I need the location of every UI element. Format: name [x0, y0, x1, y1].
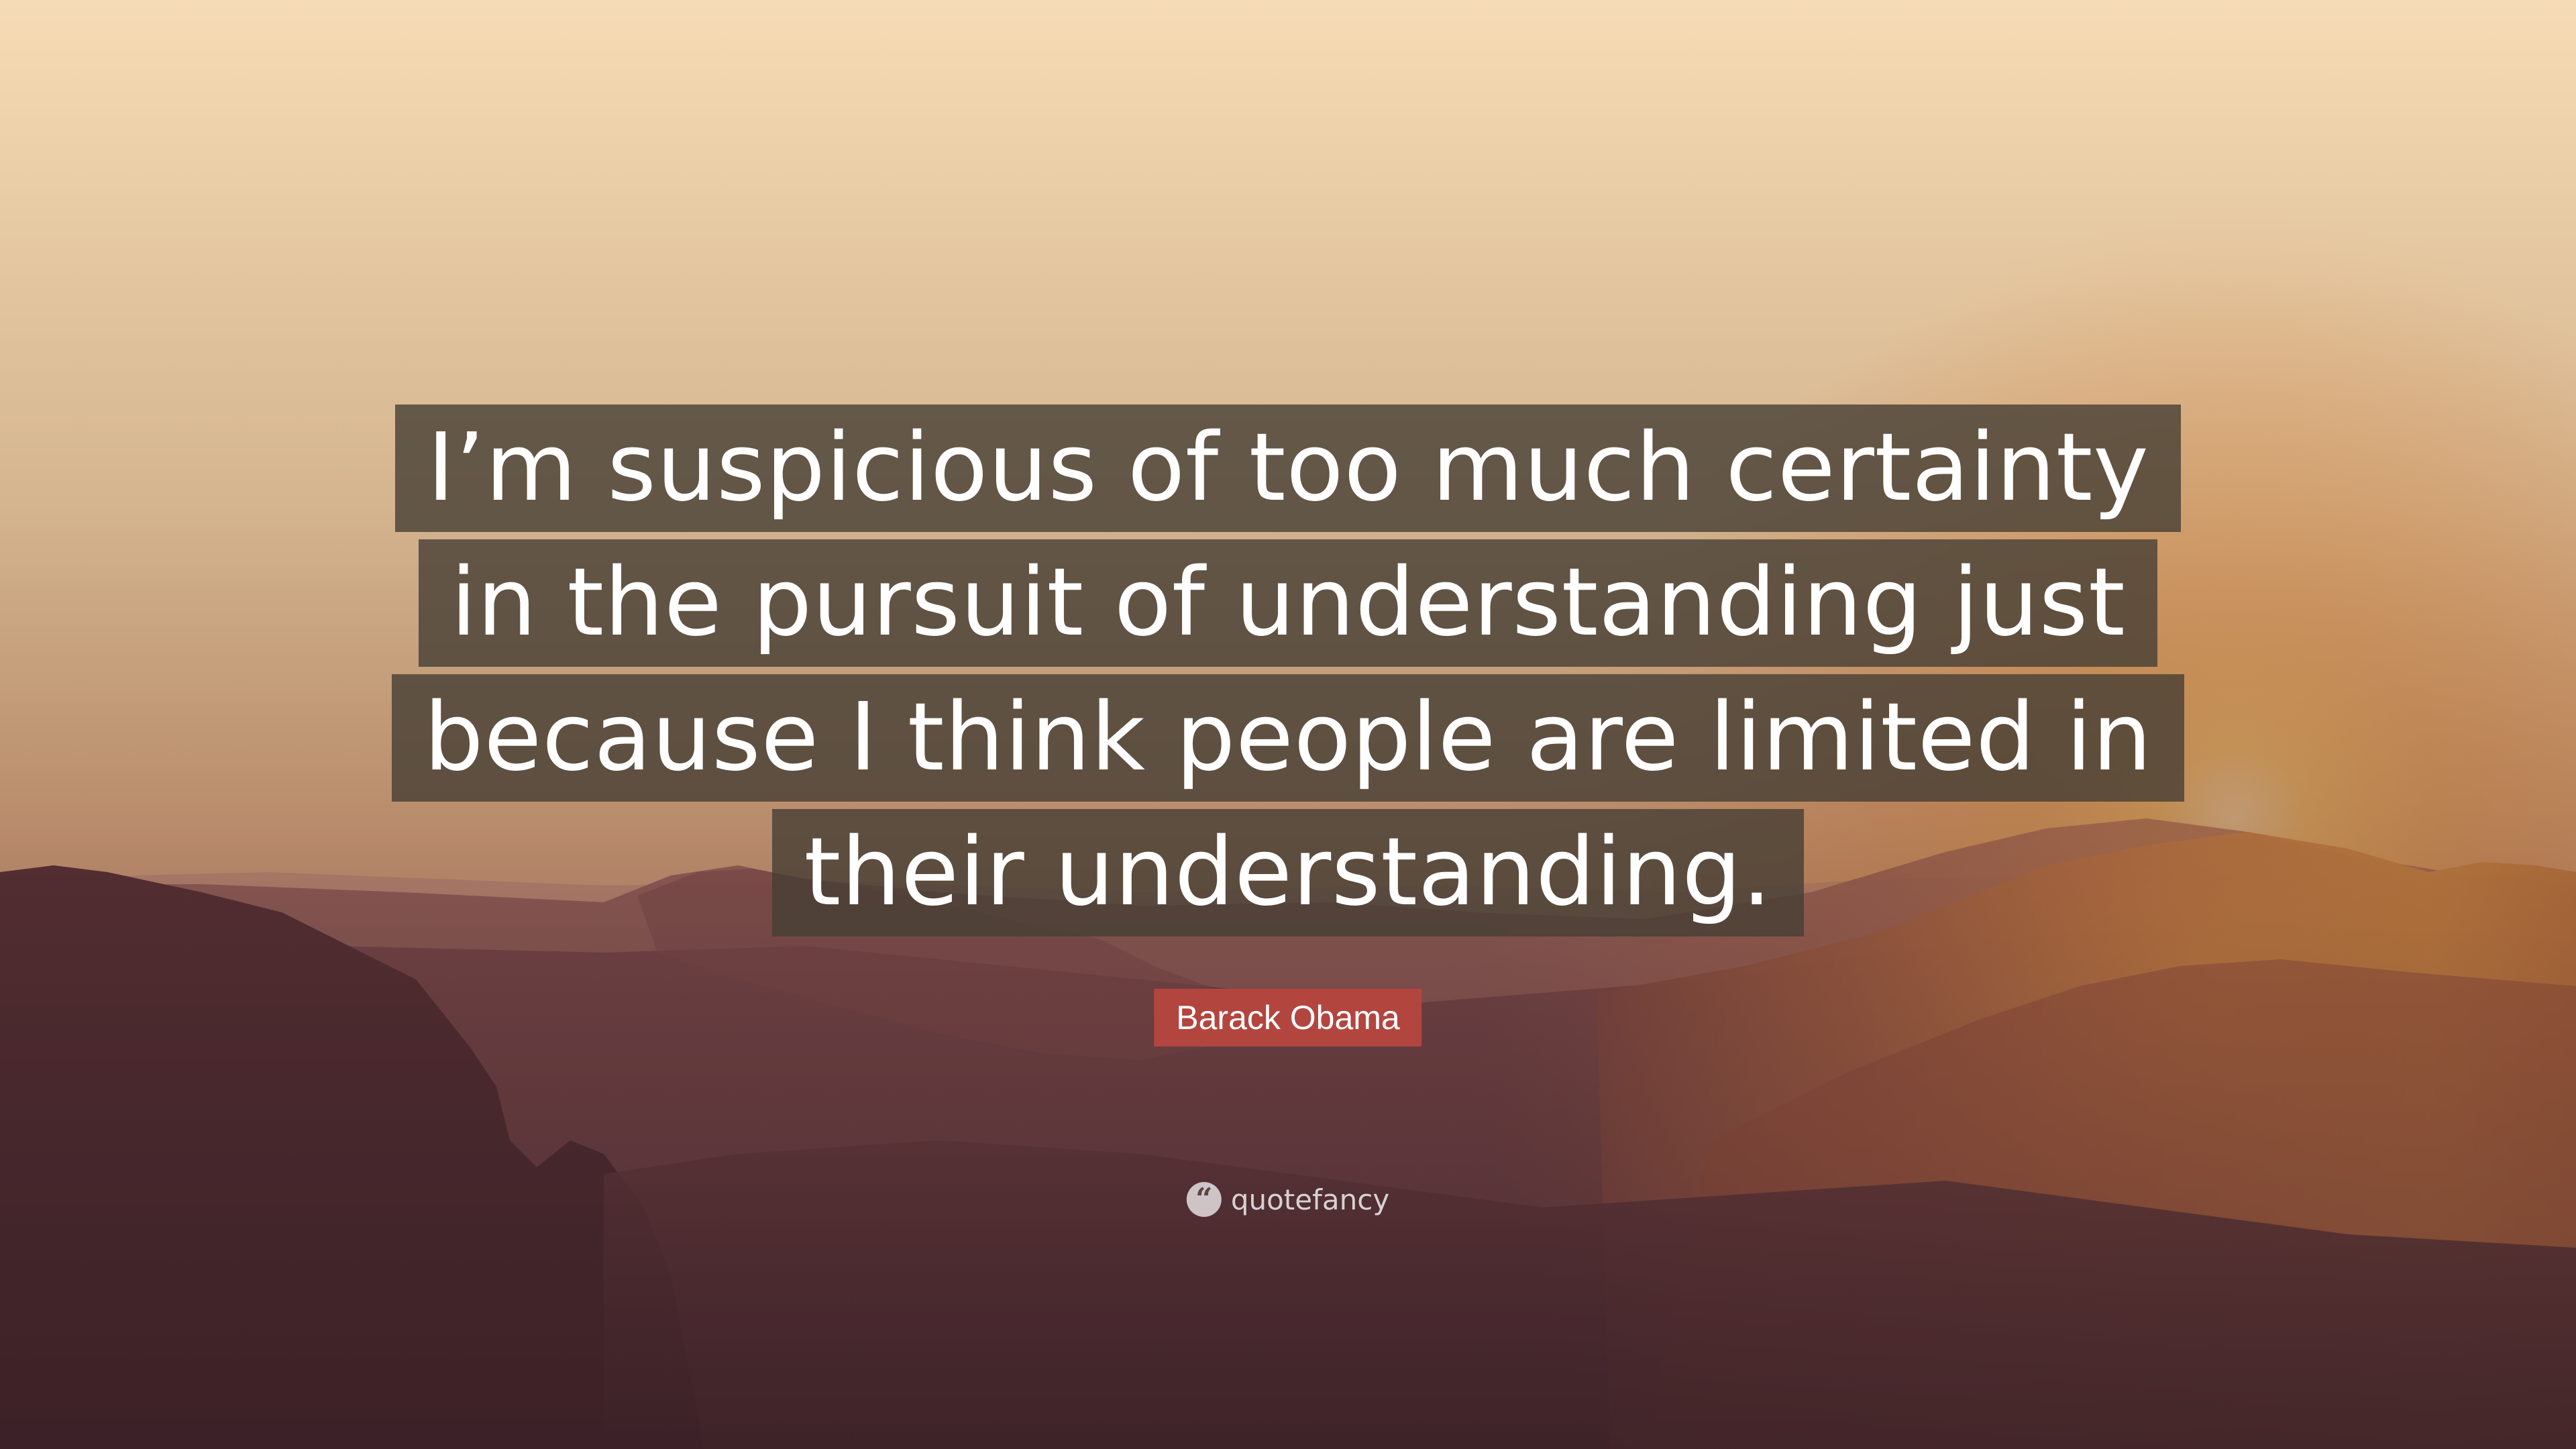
- author-badge[interactable]: Barack Obama: [1154, 989, 1421, 1046]
- quote-line-1: I’m suspicious of too much certainty: [395, 405, 2182, 532]
- quote-marks-icon: “: [1187, 1182, 1222, 1217]
- quote-text-block: [0, 405, 2576, 944]
- quote-line-2: in the pursuit of understanding just: [419, 539, 2158, 667]
- brand-name: quotefancy: [1230, 1183, 1390, 1216]
- quote-line-4: their understanding.: [772, 809, 1805, 936]
- quote-line-3: because I think people are limited in: [392, 674, 2184, 802]
- brand-logo[interactable]: [1187, 1182, 1389, 1217]
